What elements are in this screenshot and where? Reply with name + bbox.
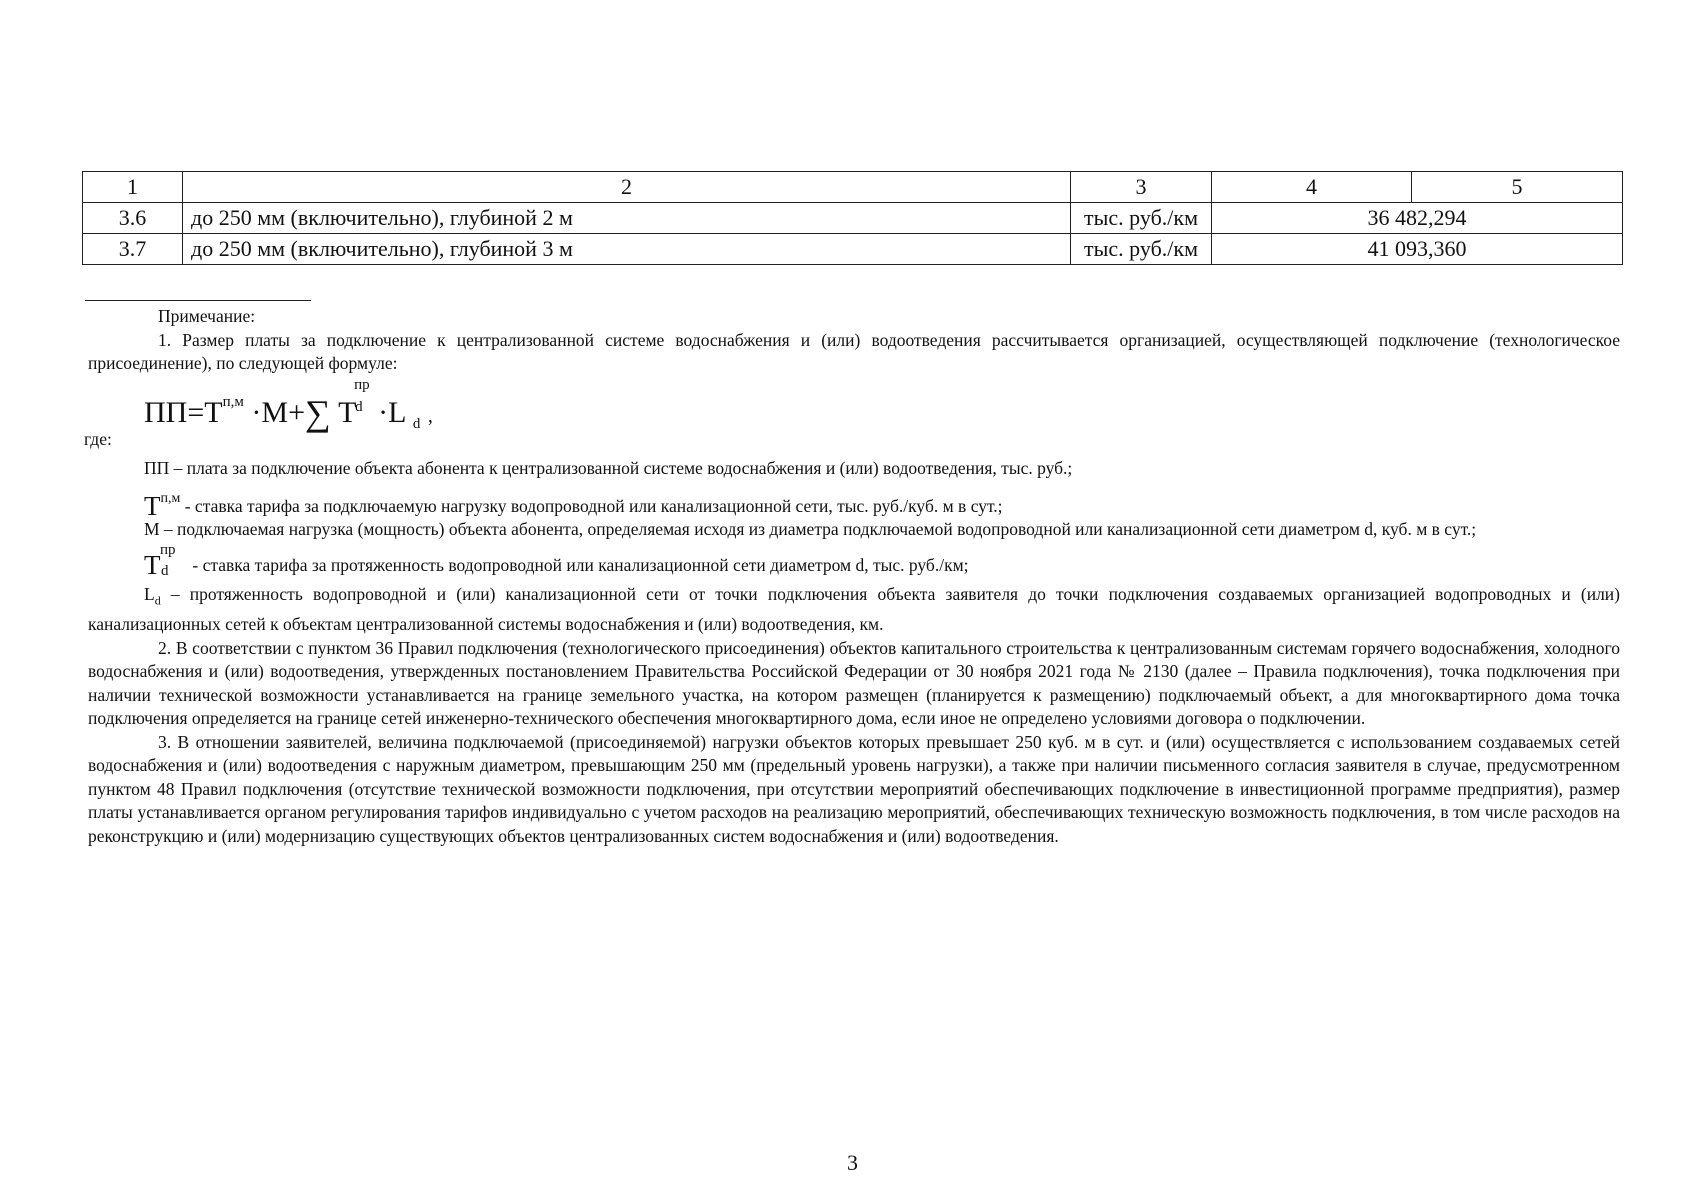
row-unit: тыс. руб./км: [1071, 234, 1212, 265]
tpr-sup: пр: [160, 541, 176, 558]
formula-t2-sub: d: [355, 398, 363, 415]
formula-t2-sup: пр: [354, 376, 370, 393]
tpr-symbol: [144, 541, 188, 580]
page-number: 3: [847, 1150, 858, 1175]
header-cell-4: 4: [1212, 172, 1412, 203]
notes-heading: Примечание:: [158, 306, 256, 326]
tpm-sup: п,м: [160, 490, 181, 506]
definition-ld: [88, 583, 1620, 637]
ld-letter: L: [144, 584, 155, 604]
note-item-3: 3. В отношении заявителей, величина подключаемой (присоединяемой) нагрузки объектов которых превышает 250 куб. м в сут. и (или) осуществляется с использованием создаваемых сетей водоснабжения и (или) водоотведения с наружным диаметром, превышающим 250 мм (предельный уровень нагрузки), а также при наличии письменного согласия заявителя в случае, предусмотренном пунктом 48 Правил подключения (отсутствие технической возможности подключения, при отсутствии мероприятий обеспечивающих подключение в инвестиционной программе предприятия), размер платы устанавливается органом регулирования тарифов индивидуально с учетом расходов на реализацию мероприятий, обеспечивающих техническую возможность подключения, в том числе расходов на реконструкцию и (или) модернизацию существующих объектов централизованных систем водоснабжения и (или) водоотведения.: [88, 731, 1620, 846]
formula-lhs: ПП: [144, 395, 188, 429]
tpr-sub: d: [161, 562, 169, 579]
where-label: где:: [84, 428, 112, 449]
formula-t: Т: [204, 395, 223, 429]
ld-sub: d: [154, 593, 161, 608]
formula-dot-2: ·: [378, 395, 389, 429]
formula-t2: [338, 376, 378, 439]
tpm-letter: Т: [144, 490, 161, 521]
notes-section: [84, 305, 1621, 848]
fee-formula: [88, 376, 1620, 433]
sum-symbol: ∑: [304, 392, 331, 433]
formula-t-sup: п,м: [222, 393, 244, 410]
tpm-symbol: [144, 487, 180, 519]
ld-text: – протяженность водопроводной и (или) канализационной сети от точки подключения объекта заявителя до точки подключения создаваемых организацией водопроводных и (или) канализационных сетей к объектам централизованной системы водоснабжения и (или) водоотведения, км.: [88, 584, 1621, 634]
row-number: 3.6: [83, 203, 183, 234]
table-row: [83, 234, 1623, 265]
row-value: 41 093,360: [1212, 234, 1623, 265]
formula-m: М: [261, 395, 289, 429]
tpr-letter: Т: [144, 549, 161, 580]
note-item-2: 2. В соответствии с пунктом 36 Правил подключения (технологического присоединения) объектов капитального строительства к централизованным системам горячего водоснабжения, холодного водоснабжения и (или) водоотведения, утвержденных постановлением Правительства Российской Федерации от 30 ноября 2021 года № 2130 (далее – Правила подключения), точка подключения при наличии технической возможности устанавливается на границе земельного участка, на котором размещен (планируется к размещению) подключаемый объект, а для многоквартирного дома точка подключения определяется на границе сетей инженерно-технического обеспечения многоквартирного дома, если иное не определено условиями договора о подключении.: [88, 637, 1620, 728]
definition-tpm: [88, 487, 1620, 519]
row-name: до 250 мм (включительно), глубиной 3 м: [183, 234, 1071, 265]
formula-equals: =: [187, 395, 205, 429]
footnote-divider: [85, 300, 311, 301]
row-name: до 250 мм (включительно), глубиной 2 м: [183, 203, 1071, 234]
formula-plus: +: [288, 395, 305, 429]
definition-pp: ПП – плата за подключение объекта абонента к централизованной системе водоснабжения и (или) водоотведения, тыс. руб.;: [144, 458, 1073, 478]
tariff-table: [82, 171, 1623, 265]
table-header-row: [83, 172, 1623, 203]
note-item-1: 1. Размер платы за подключение к централизованной системе водоснабжения и (или) водоотведения рассчитывается организацией, осуществляющей подключение (технологическое присоединение), по следующей формуле:: [88, 329, 1620, 373]
definition-tpr: [88, 541, 1620, 580]
formula-comma: ,: [427, 404, 433, 427]
row-value: 36 482,294: [1212, 203, 1623, 234]
formula-l: L: [388, 395, 406, 429]
formula-l-sub: d: [412, 415, 421, 432]
row-unit: тыс. руб./км: [1071, 203, 1212, 234]
header-cell-1: 1: [83, 172, 183, 203]
tpr-text: - ставка тарифа за протяженность водопроводной или канализационной сети диаметром d, тыс. руб./км;: [192, 554, 969, 575]
formula-dot: ·: [251, 395, 262, 429]
header-cell-2: 2: [183, 172, 1071, 203]
tpm-text: - ставка тарифа за подключаемую нагрузку водопроводной или канализационной сети, тыс. руб./куб. м в сут.;: [184, 495, 1003, 516]
header-cell-3: 3: [1071, 172, 1212, 203]
row-number: 3.7: [83, 234, 183, 265]
definition-m: М – подключаемая нагрузка (мощность) объекта абонента, определяемая исходя из диаметра подключаемой водопроводной или канализационной сети диаметром d, куб. м в сут.;: [144, 519, 1477, 539]
formula-t2-letter: Т: [338, 395, 357, 429]
table-row: [83, 203, 1623, 234]
header-cell-5: 5: [1412, 172, 1623, 203]
